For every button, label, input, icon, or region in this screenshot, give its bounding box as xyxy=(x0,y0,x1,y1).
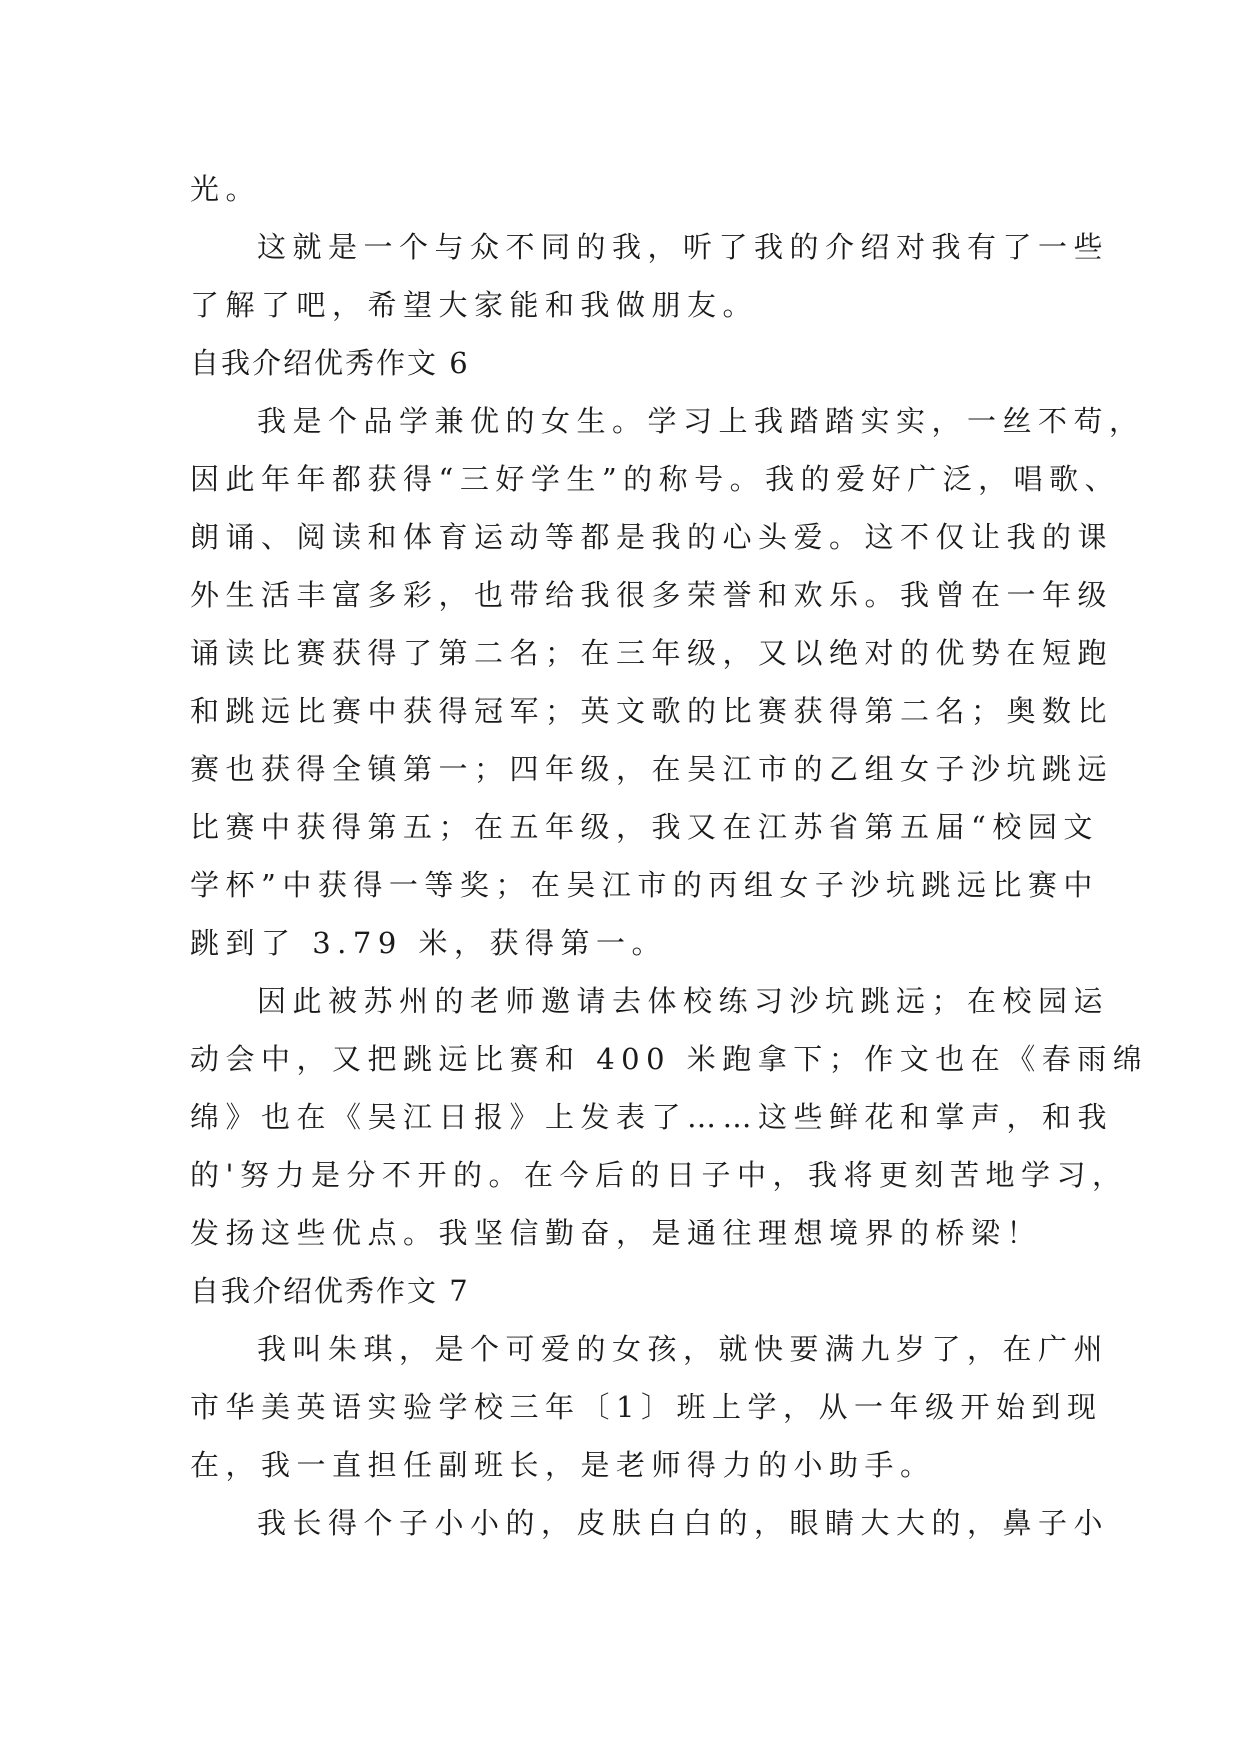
text-line: 的'努力是分不开的。在今后的日子中，我将更刻苦地学习， xyxy=(190,1158,1128,1192)
paragraph-line: 这就是一个与众不同的我，听了我的介绍对我有了一些 xyxy=(257,230,1110,264)
text-line: 动会中，又把跳远比赛和 400 米跑拿下；作文也在《春雨绵 xyxy=(190,1042,1149,1076)
text-line: 了解了吧，希望大家能和我做朋友。 xyxy=(190,288,759,322)
text-line: 和跳远比赛中获得冠军；英文歌的比赛获得第二名；奥数比 xyxy=(190,694,1114,728)
text-line: 绵》也在《吴江日报》上发表了……这些鲜花和掌声，和我 xyxy=(190,1100,1114,1134)
text-line: 跳到了 3.79 米，获得第一。 xyxy=(190,926,668,960)
paragraph-line: 我叫朱琪，是个可爱的女孩，就快要满九岁了，在广州 xyxy=(257,1332,1110,1366)
paragraph-line: 我长得个子小小的，皮肤白白的，眼睛大大的，鼻子小 xyxy=(257,1506,1110,1540)
text-line: 发扬这些优点。我坚信勤奋，是通往理想境界的桥梁！ xyxy=(190,1216,1043,1250)
text-line: 朗诵、阅读和体育运动等都是我的心头爱。这不仅让我的课 xyxy=(190,520,1114,554)
text-line: 因此年年都获得“三好学生”的称号。我的爱好广泛，唱歌、 xyxy=(190,462,1121,496)
text-line: 光。 xyxy=(190,172,262,206)
document-body xyxy=(190,160,1149,1552)
paragraph-line: 因此被苏州的老师邀请去体校练习沙坑跳远；在校园运 xyxy=(257,984,1110,1018)
text-line: 市华美英语实验学校三年〔1〕班上学，从一年级开始到现 xyxy=(190,1390,1103,1424)
text-line: 比赛中获得第五；在五年级，我又在江苏省第五届“校园文 xyxy=(190,810,1099,844)
text-line: 外生活丰富多彩，也带给我很多荣誉和欢乐。我曾在一年级 xyxy=(190,578,1114,612)
paragraph-line: 我是个品学兼优的女生。学习上我踏踏实实，一丝不苟， xyxy=(257,404,1145,438)
text-line: 在，我一直担任副班长，是老师得力的小助手。 xyxy=(190,1448,936,1482)
text-line: 诵读比赛获得了第二名；在三年级，又以绝对的优势在短跑 xyxy=(190,636,1114,670)
section-heading: 自我介绍优秀作文 6 xyxy=(190,346,470,380)
text-line: 学杯”中获得一等奖；在吴江市的丙组女子沙坑跳远比赛中 xyxy=(190,868,1099,902)
section-heading: 自我介绍优秀作文 7 xyxy=(190,1274,470,1308)
text-line: 赛也获得全镇第一；四年级，在吴江市的乙组女子沙坑跳远 xyxy=(190,752,1114,786)
